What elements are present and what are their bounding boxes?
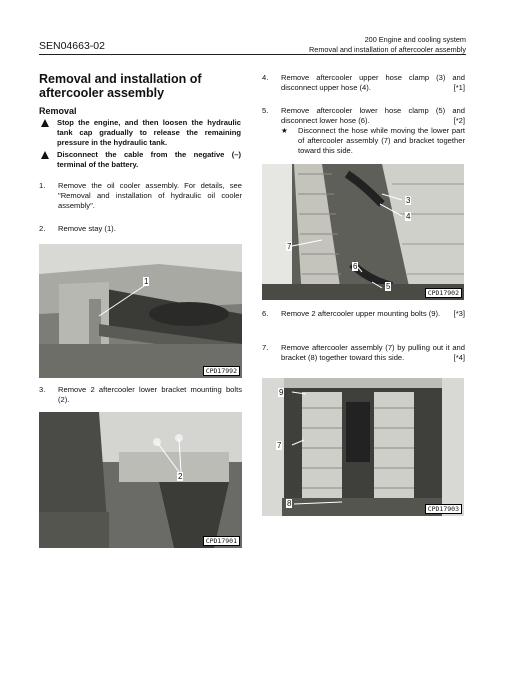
- section-title: 200 Engine and cooling system: [364, 35, 466, 44]
- step-5-note: ★ Disconnect the hose while moving the lower part of aftercooler assembly (7) and bracket together toward this side.: [281, 126, 465, 155]
- photo-hoses: [262, 164, 464, 300]
- warning-pressure: Stop the engine, and then loosen the hydraulic tank cap gradually to release the remaining pressure in the hydraulic tank.: [41, 118, 241, 148]
- callout-label: 4: [406, 212, 411, 221]
- callout-label: 9: [279, 388, 284, 397]
- header-rule: [39, 54, 466, 55]
- reference-mark: [*3]: [453, 309, 465, 318]
- callout-label: 1: [144, 277, 149, 286]
- callout-label: 3: [406, 196, 411, 205]
- running-header: [309, 35, 466, 54]
- photo-caption: CPD17992: [203, 366, 240, 376]
- step-3: 3. Remove 2 aftercooler lower bracket mounting bolts (2).: [39, 385, 242, 404]
- callout-label: 6: [353, 262, 358, 271]
- step-6: 6. Remove 2 aftercooler upper mounting bolts (9). [*3]: [262, 309, 465, 318]
- step-4: 4. Remove aftercooler upper hose clamp (3) and disconnect upper hose (4). [*1]: [262, 73, 465, 92]
- removal-heading: Removal: [39, 106, 77, 116]
- warning-triangle-icon: [41, 119, 49, 127]
- step-7: 7. Remove aftercooler assembly (7) by pulling out it and bracket (8) together toward this side. [*4]: [262, 343, 465, 362]
- callout-label: 5: [386, 282, 391, 291]
- photo-caption: CPD17901: [203, 536, 240, 546]
- photo-aftercooler-assembly: [262, 378, 464, 516]
- callout-label: 8: [287, 499, 292, 508]
- warning-triangle-icon: [41, 151, 49, 159]
- subsection-title: Removal and installation of aftercooler assembly: [309, 44, 466, 54]
- star-icon: ★: [281, 126, 288, 135]
- step-5: 5. Remove aftercooler lower hose clamp (5) and disconnect lower hose (6). [*2]: [262, 106, 465, 125]
- callout-label: 2: [178, 472, 183, 481]
- reference-mark: [*2]: [453, 116, 465, 125]
- step-1: 1. Remove the oil cooler assembly. For details, see "Removal and installation of hydraulic oil cooler assembly".: [39, 181, 242, 210]
- callout-label: 7: [287, 242, 292, 251]
- photo-stay: [39, 244, 242, 378]
- reference-mark: [*4]: [453, 353, 465, 362]
- reference-mark: [*1]: [453, 83, 465, 92]
- photo-caption: CPD17903: [425, 504, 462, 514]
- warning-battery: Disconnect the cable from the negative (–) terminal of the battery.: [41, 150, 241, 170]
- callout-label: 7: [277, 441, 282, 450]
- document-number: SEN04663-02: [39, 40, 105, 52]
- photo-lower-bracket: [39, 412, 242, 548]
- photo-caption: CPD17902: [425, 288, 462, 298]
- page-title: Removal and installation of aftercooler assembly: [39, 72, 202, 100]
- step-2: 2. Remove stay (1).: [39, 224, 116, 233]
